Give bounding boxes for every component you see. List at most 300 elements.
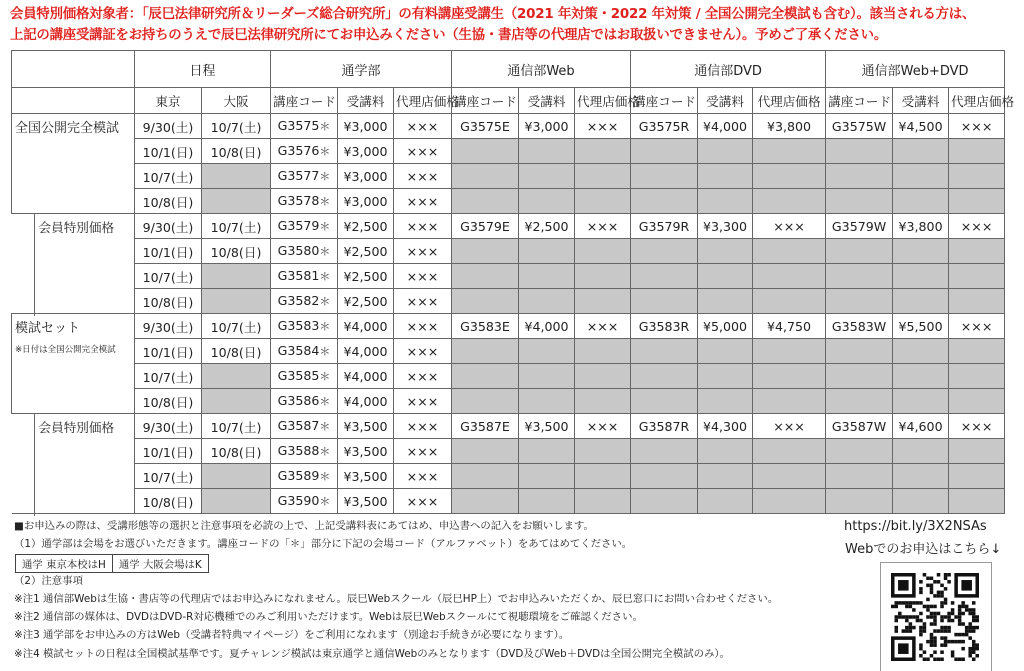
header-agent-price: 代理店価格: [949, 88, 1005, 114]
cell-web-agent: ×××: [575, 414, 631, 439]
cell-agent-price: ×××: [394, 239, 452, 264]
venue-osaka: 通学 大阪会場はK: [112, 555, 208, 573]
cell-web-agent: [575, 264, 631, 289]
cell-webdvd-code: [826, 439, 893, 464]
venue-code-star: ＊: [319, 145, 331, 158]
row-group-label: 全国公開完全模試: [15, 121, 120, 136]
cell-dvd-code: [631, 289, 698, 314]
cell-fee: ¥4,000: [338, 389, 394, 414]
cell-webdvd-fee: ¥5,500: [893, 314, 949, 339]
venue-code-star: ＊: [319, 395, 331, 408]
cell-dvd-agent: ¥4,750: [753, 314, 826, 339]
table-row: [12, 414, 1005, 439]
cell-tokyo-date: 9/30(土): [135, 414, 202, 439]
venue-code-star: ＊: [319, 445, 331, 458]
cell-dvd-agent: [753, 189, 826, 214]
venue-code-star: ＊: [319, 495, 331, 508]
header-web-dvd: 通信部Web+DVD: [826, 51, 1005, 88]
cell-fee: ¥2,500: [338, 289, 394, 314]
cell-webdvd-agent: [949, 464, 1005, 489]
cell-web-fee: [519, 389, 575, 414]
table-row: [12, 364, 1005, 389]
cell-webdvd-code: [826, 139, 893, 164]
cell-webdvd-agent: ×××: [949, 414, 1005, 439]
cell-course-code: [271, 139, 338, 164]
cell-web-fee: [519, 139, 575, 164]
qr-code-box[interactable]: [880, 562, 992, 671]
cell-osaka-date: [202, 164, 271, 189]
cell-web-code: [452, 239, 519, 264]
header-web: 通信部Web: [452, 51, 631, 88]
course-code-text: G3586: [277, 393, 320, 408]
venue-code-star: ＊: [319, 220, 331, 233]
cell-tokyo-date: 10/8(日): [135, 189, 202, 214]
cell-dvd-agent: [753, 364, 826, 389]
cell-osaka-date: [202, 189, 271, 214]
cell-fee: ¥2,500: [338, 239, 394, 264]
cell-webdvd-code: G3587W: [826, 414, 893, 439]
cell-dvd-agent: ×××: [753, 214, 826, 239]
venue-code-star: ＊: [319, 370, 331, 383]
cell-dvd-fee: ¥5,000: [698, 314, 753, 339]
cell-webdvd-agent: [949, 264, 1005, 289]
label-moshi-set: [12, 314, 135, 414]
cell-dvd-fee: [698, 489, 753, 514]
cell-web-code: G3575E: [452, 114, 519, 139]
application-notes: [14, 517, 834, 663]
cell-agent-price: ×××: [394, 464, 452, 489]
cell-dvd-code: G3575R: [631, 114, 698, 139]
cell-tokyo-date: 10/1(日): [135, 239, 202, 264]
cell-webdvd-fee: [893, 264, 949, 289]
cell-agent-price: ×××: [394, 389, 452, 414]
cell-dvd-fee: [698, 364, 753, 389]
cell-webdvd-code: G3575W: [826, 114, 893, 139]
cell-dvd-agent: [753, 439, 826, 464]
note-4: ※注4 模試セットの日程は全国模試基準です。夏チャレンジ模試は東京通学と通信Webのみとなります（DVD及びWeb＋DVDは全国公開完全模試のみ）。: [14, 647, 730, 660]
cell-dvd-code: [631, 439, 698, 464]
cell-dvd-agent: [753, 139, 826, 164]
cell-webdvd-agent: ×××: [949, 114, 1005, 139]
course-code-text: G3589: [277, 468, 320, 483]
cell-osaka-date: 10/8(日): [202, 239, 271, 264]
cell-tokyo-date: 10/7(土): [135, 164, 202, 189]
cell-course-code: [271, 189, 338, 214]
cell-course-code: [271, 264, 338, 289]
header-agent-price: 代理店価格: [753, 88, 826, 114]
cell-dvd-fee: [698, 289, 753, 314]
cell-dvd-agent: ×××: [753, 414, 826, 439]
cell-webdvd-agent: [949, 139, 1005, 164]
cell-osaka-date: [202, 389, 271, 414]
note-1: ※注1 通信部Webは生協・書店等の代理店ではお申込みになれません。辰巳Webスクール（辰巳HP上）でお申込みいただくか、辰巳窓口にお問い合わせください。: [14, 592, 779, 605]
header-code: 講座コード: [452, 88, 519, 114]
cell-webdvd-fee: [893, 364, 949, 389]
venue-code-star: ＊: [319, 345, 331, 358]
cell-osaka-date: 10/7(土): [202, 314, 271, 339]
venue-code-star: ＊: [319, 195, 331, 208]
cell-web-code: [452, 264, 519, 289]
cell-dvd-code: G3587R: [631, 414, 698, 439]
table-row: [12, 489, 1005, 514]
cell-agent-price: ×××: [394, 164, 452, 189]
notice-line-1: 会員特別価格対象者：「辰巳法律研究所＆リーダーズ総合研究所」の有料講座受講生（2021 年対策・2022 年対策 / 全国公開完全模試も含む）。該当される方は、: [10, 7, 976, 22]
cell-osaka-date: 10/8(日): [202, 439, 271, 464]
cell-web-agent: ×××: [575, 214, 631, 239]
cell-tokyo-date: 10/7(土): [135, 264, 202, 289]
table-row: [12, 439, 1005, 464]
cell-webdvd-agent: [949, 239, 1005, 264]
cell-web-fee: [519, 439, 575, 464]
cell-webdvd-fee: [893, 139, 949, 164]
cell-webdvd-fee: [893, 439, 949, 464]
cell-fee: ¥2,500: [338, 264, 394, 289]
cell-tokyo-date: 9/30(土): [135, 114, 202, 139]
cell-webdvd-agent: ×××: [949, 314, 1005, 339]
cell-webdvd-fee: [893, 464, 949, 489]
venue-code-star: ＊: [319, 270, 331, 283]
cell-tokyo-date: 10/8(日): [135, 389, 202, 414]
cell-tokyo-date: 9/30(土): [135, 214, 202, 239]
cell-tokyo-date: 10/1(日): [135, 139, 202, 164]
cell-dvd-agent: [753, 164, 826, 189]
course-code-text: G3580: [277, 243, 320, 258]
header-tokyo: 東京: [135, 88, 202, 114]
cell-dvd-code: [631, 389, 698, 414]
cell-webdvd-agent: [949, 289, 1005, 314]
cell-dvd-fee: ¥4,000: [698, 114, 753, 139]
table-row: [12, 289, 1005, 314]
cell-webdvd-fee: ¥4,600: [893, 414, 949, 439]
venue-code-star: ＊: [319, 470, 331, 483]
row-group-label: 模試セット: [15, 321, 81, 336]
course-code-text: G3581: [277, 268, 320, 283]
cell-web-agent: [575, 239, 631, 264]
cell-web-code: [452, 189, 519, 214]
cell-webdvd-code: [826, 189, 893, 214]
cell-web-agent: [575, 464, 631, 489]
course-code-text: G3576: [277, 143, 320, 158]
cell-web-code: [452, 164, 519, 189]
header-code: 講座コード: [826, 88, 893, 114]
course-code-text: G3588: [277, 443, 320, 458]
cell-dvd-agent: ¥3,800: [753, 114, 826, 139]
cell-osaka-date: [202, 489, 271, 514]
cell-web-code: G3583E: [452, 314, 519, 339]
cell-dvd-fee: [698, 139, 753, 164]
table-row: [12, 314, 1005, 339]
cell-fee: ¥3,000: [338, 139, 394, 164]
course-code-text: G3587: [277, 418, 320, 433]
cell-webdvd-agent: [949, 439, 1005, 464]
cell-webdvd-fee: ¥3,800: [893, 214, 949, 239]
table-row: [12, 139, 1005, 164]
course-code-text: G3582: [277, 293, 320, 308]
cell-agent-price: ×××: [394, 139, 452, 164]
header-fee: 受講料: [698, 88, 753, 114]
cell-osaka-date: 10/7(土): [202, 114, 271, 139]
cell-fee: ¥3,500: [338, 464, 394, 489]
cell-dvd-agent: [753, 339, 826, 364]
cell-osaka-date: 10/7(土): [202, 414, 271, 439]
cell-tokyo-date: 10/7(土): [135, 464, 202, 489]
cell-web-agent: [575, 139, 631, 164]
cell-web-fee: [519, 339, 575, 364]
cell-web-agent: [575, 289, 631, 314]
header-corner-sub: [12, 88, 135, 114]
course-code-text: G3590: [277, 493, 320, 508]
cell-dvd-code: [631, 189, 698, 214]
cell-webdvd-fee: ¥4,500: [893, 114, 949, 139]
cell-web-agent: [575, 489, 631, 514]
table-row: [12, 214, 1005, 239]
header-fee: 受講料: [338, 88, 394, 114]
cell-web-fee: [519, 239, 575, 264]
cell-course-code: [271, 239, 338, 264]
cell-osaka-date: [202, 289, 271, 314]
notes-item-1: （1）通学部は会場をお選びいただきます。講座コードの「＊」部分に下記の会場コード（アルファベット）をあてはめてください。: [14, 538, 633, 551]
cell-dvd-fee: ¥4,300: [698, 414, 753, 439]
cell-fee: ¥3,000: [338, 114, 394, 139]
cell-webdvd-agent: ×××: [949, 214, 1005, 239]
notice-line-2: 上記の講座受講証をお持ちのうえで辰巳法律研究所にてお申込みください（生協・書店等の代理店ではお取扱いできません）。予めご了承ください。: [10, 28, 888, 43]
cell-web-agent: [575, 389, 631, 414]
cell-web-fee: [519, 289, 575, 314]
cell-dvd-fee: [698, 239, 753, 264]
cell-web-code: [452, 464, 519, 489]
cell-osaka-date: 10/8(日): [202, 339, 271, 364]
cell-dvd-code: [631, 139, 698, 164]
cell-web-agent: [575, 364, 631, 389]
note-2: ※注2 通信部の媒体は、DVDはDVD-R対応機種でのみご利用いただけます。Webは辰巳Webスクールにて視聴環境をご確認ください。: [14, 611, 643, 624]
header-schedule: 日程: [135, 51, 271, 88]
cell-dvd-code: [631, 339, 698, 364]
cell-course-code: [271, 364, 338, 389]
cell-webdvd-code: [826, 389, 893, 414]
cell-dvd-code: [631, 489, 698, 514]
cell-web-agent: [575, 339, 631, 364]
cell-web-fee: [519, 264, 575, 289]
cell-agent-price: ×××: [394, 314, 452, 339]
cell-webdvd-code: [826, 164, 893, 189]
cell-course-code: [271, 164, 338, 189]
cell-web-code: G3579E: [452, 214, 519, 239]
course-code-text: G3583: [277, 318, 320, 333]
cell-course-code: [271, 389, 338, 414]
cell-webdvd-fee: [893, 489, 949, 514]
cell-webdvd-code: [826, 364, 893, 389]
cell-webdvd-fee: [893, 164, 949, 189]
cell-web-fee: [519, 464, 575, 489]
venue-code-star: ＊: [319, 120, 331, 133]
cell-web-code: [452, 364, 519, 389]
cell-webdvd-agent: [949, 339, 1005, 364]
cell-webdvd-fee: [893, 289, 949, 314]
cell-web-fee: [519, 189, 575, 214]
cell-webdvd-agent: [949, 189, 1005, 214]
cell-agent-price: ×××: [394, 489, 452, 514]
cell-webdvd-agent: [949, 489, 1005, 514]
header-code: 講座コード: [631, 88, 698, 114]
course-code-text: G3577: [277, 168, 320, 183]
cell-dvd-fee: [698, 464, 753, 489]
cell-agent-price: ×××: [394, 414, 452, 439]
table-row: [12, 389, 1005, 414]
course-code-text: G3579: [277, 218, 320, 233]
cell-fee: ¥3,000: [338, 189, 394, 214]
member-price-notice: [10, 4, 1018, 46]
cell-dvd-fee: [698, 339, 753, 364]
cell-web-code: [452, 139, 519, 164]
qr-code-icon[interactable]: [891, 573, 979, 661]
cell-web-code: [452, 489, 519, 514]
cell-dvd-fee: [698, 264, 753, 289]
cell-osaka-date: 10/8(日): [202, 139, 271, 164]
cell-web-fee: [519, 364, 575, 389]
cell-fee: ¥4,000: [338, 314, 394, 339]
cell-dvd-fee: [698, 189, 753, 214]
cell-agent-price: ×××: [394, 264, 452, 289]
cell-agent-price: ×××: [394, 214, 452, 239]
header-row-groups: [12, 51, 1005, 88]
cell-fee: ¥4,000: [338, 364, 394, 389]
cell-tokyo-date: 10/1(日): [135, 339, 202, 364]
cell-course-code: [271, 289, 338, 314]
cell-web-code: [452, 389, 519, 414]
table-row: [12, 339, 1005, 364]
cell-agent-price: ×××: [394, 364, 452, 389]
cell-web-code: [452, 339, 519, 364]
cell-webdvd-fee: [893, 389, 949, 414]
venue-code-star: ＊: [319, 170, 331, 183]
cell-dvd-code: [631, 464, 698, 489]
header-agent-price: 代理店価格: [575, 88, 631, 114]
cell-dvd-code: [631, 264, 698, 289]
course-code-text: G3584: [277, 343, 320, 358]
cell-dvd-code: G3583R: [631, 314, 698, 339]
cell-dvd-code: [631, 364, 698, 389]
cell-course-code: [271, 314, 338, 339]
cell-dvd-fee: [698, 389, 753, 414]
cell-course-code: [271, 489, 338, 514]
label-member-price: [12, 214, 135, 314]
cell-webdvd-code: [826, 489, 893, 514]
cell-dvd-code: [631, 239, 698, 264]
course-code-text: G3575: [277, 118, 320, 133]
cell-webdvd-agent: [949, 389, 1005, 414]
header-corner: [12, 51, 135, 88]
cell-web-fee: ¥3,000: [519, 114, 575, 139]
cell-agent-price: ×××: [394, 439, 452, 464]
cell-fee: ¥2,500: [338, 214, 394, 239]
header-fee: 受講料: [519, 88, 575, 114]
web-apply-caption: Webでのお申込はこちら↓: [845, 542, 1002, 557]
venue-code-table: [15, 554, 209, 573]
cell-web-agent: [575, 439, 631, 464]
cell-webdvd-code: [826, 464, 893, 489]
cell-web-fee: ¥2,500: [519, 214, 575, 239]
cell-fee: ¥3,500: [338, 414, 394, 439]
course-code-text: G3585: [277, 368, 320, 383]
cell-agent-price: ×××: [394, 114, 452, 139]
cell-web-fee: ¥4,000: [519, 314, 575, 339]
cell-web-code: G3587E: [452, 414, 519, 439]
table-row: [12, 189, 1005, 214]
cell-agent-price: ×××: [394, 339, 452, 364]
cell-course-code: [271, 414, 338, 439]
cell-web-agent: [575, 164, 631, 189]
cell-fee: ¥3,000: [338, 164, 394, 189]
cell-webdvd-agent: [949, 364, 1005, 389]
header-dvd: 通信部DVD: [631, 51, 826, 88]
cell-webdvd-code: [826, 264, 893, 289]
venue-code-star: ＊: [319, 320, 331, 333]
cell-dvd-fee: [698, 164, 753, 189]
cell-fee: ¥4,000: [338, 339, 394, 364]
venue-code-star: ＊: [319, 295, 331, 308]
cell-tokyo-date: 10/7(土): [135, 364, 202, 389]
header-agent-price: 代理店価格: [394, 88, 452, 114]
cell-dvd-fee: ¥3,300: [698, 214, 753, 239]
cell-fee: ¥3,500: [338, 439, 394, 464]
cell-web-agent: ×××: [575, 114, 631, 139]
cell-tokyo-date: 9/30(土): [135, 314, 202, 339]
moshi-set-note: ※日付は全国公開完全模試: [15, 345, 116, 355]
cell-dvd-agent: [753, 289, 826, 314]
venue-code-star: ＊: [319, 245, 331, 258]
cell-osaka-date: [202, 464, 271, 489]
cell-dvd-code: G3579R: [631, 214, 698, 239]
cell-osaka-date: [202, 364, 271, 389]
cell-course-code: [271, 114, 338, 139]
member-price-label: 会員特別価格: [34, 414, 135, 516]
cell-course-code: [271, 339, 338, 364]
cell-course-code: [271, 464, 338, 489]
cell-webdvd-agent: [949, 164, 1005, 189]
venue-code-star: ＊: [319, 420, 331, 433]
cell-web-fee: ¥3,500: [519, 414, 575, 439]
table-row: [12, 464, 1005, 489]
label-zenkoku: [12, 114, 135, 214]
cell-dvd-agent: [753, 464, 826, 489]
notes-intro: ■お申込みの際は、受講形態等の選択と注意事項を必読の上で、上記受講料表にあてはめ、申込書への記入をお願いします。: [14, 520, 594, 532]
venue-tokyo: 通学 東京本校はH: [16, 555, 113, 573]
cell-webdvd-fee: [893, 239, 949, 264]
apply-url-link[interactable]: https://bit.ly/3X2NSAs: [844, 519, 987, 534]
cell-webdvd-code: G3583W: [826, 314, 893, 339]
cell-course-code: [271, 439, 338, 464]
cell-agent-price: ×××: [394, 189, 452, 214]
label-member-price: [12, 414, 135, 514]
cell-dvd-agent: [753, 239, 826, 264]
cell-osaka-date: [202, 264, 271, 289]
header-osaka: 大阪: [202, 88, 271, 114]
notes-item-2: （2）注意事項: [14, 574, 83, 587]
cell-web-fee: [519, 489, 575, 514]
header-row-sub: [12, 88, 1005, 114]
cell-webdvd-fee: [893, 189, 949, 214]
table-row: [12, 264, 1005, 289]
cell-agent-price: ×××: [394, 289, 452, 314]
cell-osaka-date: 10/7(土): [202, 214, 271, 239]
member-price-label: 会員特別価格: [34, 214, 135, 316]
cell-dvd-agent: [753, 489, 826, 514]
cell-course-code: [271, 214, 338, 239]
cell-webdvd-fee: [893, 339, 949, 364]
header-code: 講座コード: [271, 88, 338, 114]
fee-table: [11, 50, 1015, 514]
cell-fee: ¥3,500: [338, 489, 394, 514]
